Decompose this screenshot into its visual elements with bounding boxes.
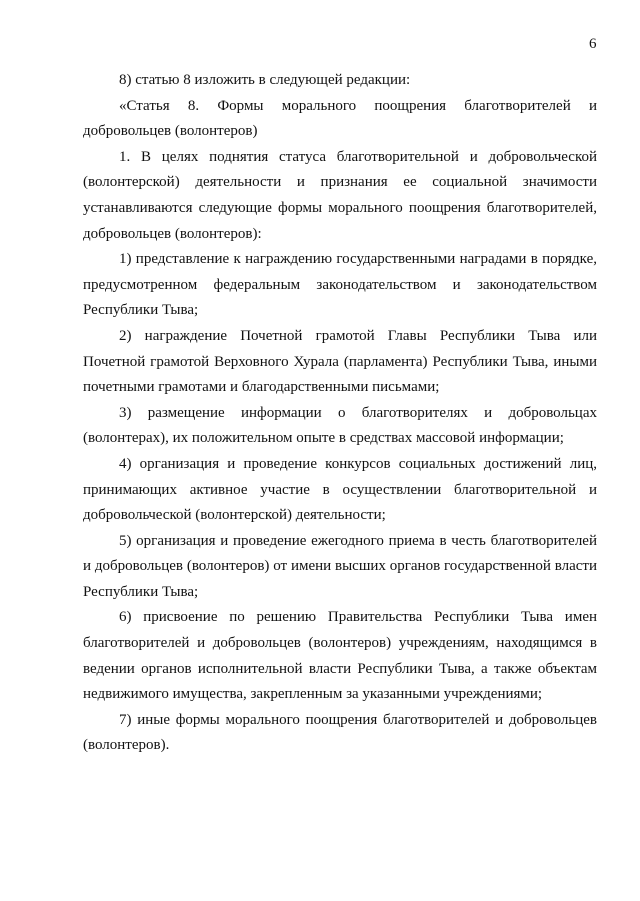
page-number: 6: [589, 36, 597, 52]
paragraph: 7) иные формы морального поощрения благотворителей и добровольцев (волонтеров).: [83, 711, 597, 754]
paragraph: 3) размещение информации о благотворителях и добровольцах (волонтерах), их положительном опыте в средствах массовой информации;: [83, 404, 597, 447]
paragraph: 1) представление к награждению государственными наградами в порядке, предусмотренном федеральным законодательством и законодательством Республики Тыва;: [83, 251, 597, 319]
paragraph: 4) организация и проведение конкурсов социальных достижений лиц, принимающих активное участие в осуществлении благотворительной и добровольческой (волонтерской) деятельности;: [83, 455, 597, 524]
paragraph: 8) статью 8 изложить в следующей редакции:: [119, 72, 411, 88]
paragraph: «Статья 8. Формы морального поощрения благотворителей и добровольцев (волонтеров): [83, 97, 597, 140]
document-body: [83, 68, 597, 759]
paragraph: 2) награждение Почетной грамотой Главы Республики Тыва или Почетной грамотой Верховного Хурала (парламента) Республики Тыва, иными почетными грамотами и благодарственными письмами;: [83, 327, 597, 396]
paragraph: 1. В целях поднятия статуса благотворительной и добровольческой (волонтерской) деятельности и признания ее социальной значимости устанавливаются следующие формы морального поощрения благотворителей, добровольцев (волонтеров):: [83, 148, 597, 242]
paragraph: 5) организация и проведение ежегодного приема в честь благотворителей и добровольцев (волонтеров) от имени высших органов государственной власти Республики Тыва;: [83, 532, 597, 600]
paragraph: 6) присвоение по решению Правительства Республики Тыва имен благотворителей и добровольцев (волонтеров) учреждениям, находящимся в ведении органов исполнительной власти Республики Тыва, а также объектам недвижимого имущества, закрепленным за указанными учреждениями;: [83, 609, 597, 703]
